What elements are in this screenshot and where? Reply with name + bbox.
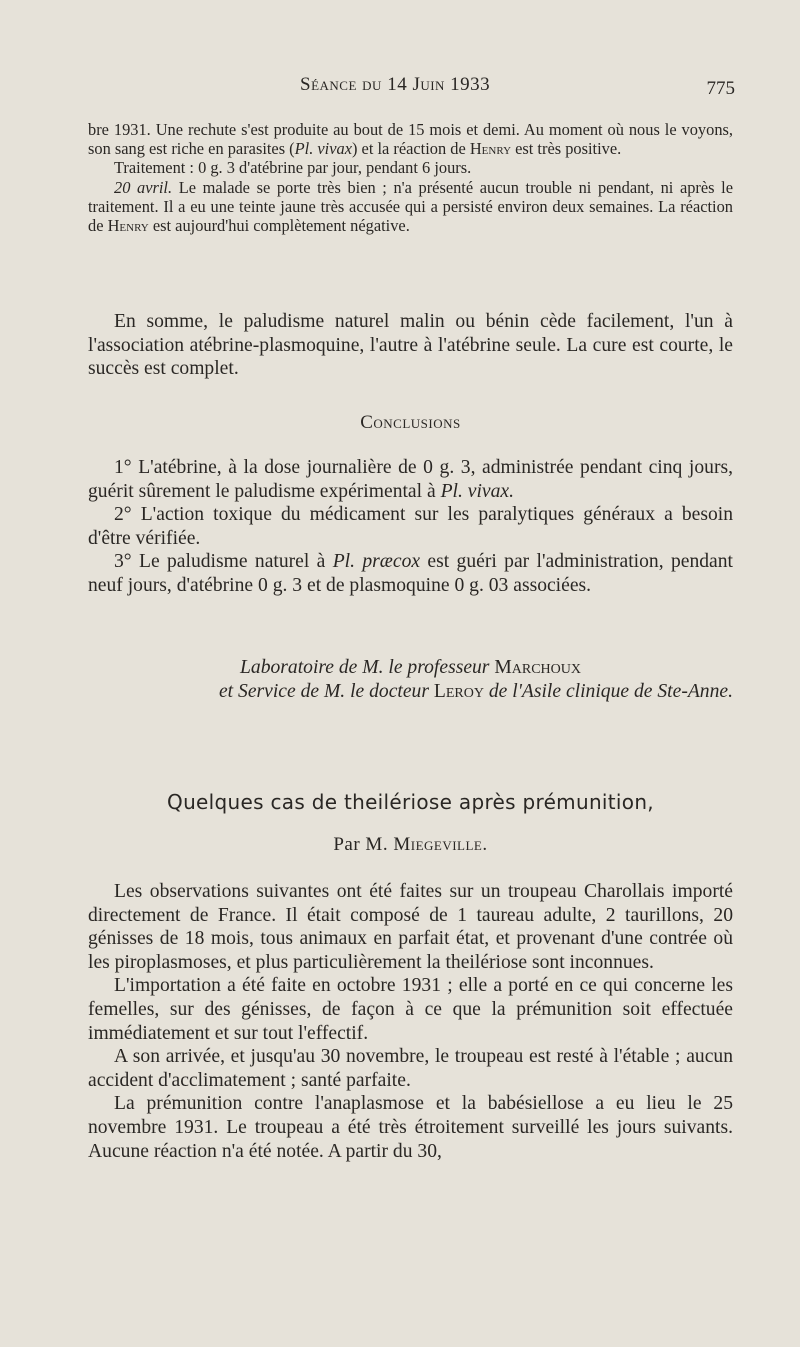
article-author: Par M. Miegeville. xyxy=(333,834,488,855)
article-title: Quelques cas de theilériose après prémunition, xyxy=(167,790,654,814)
case-note-followup: 20 avril. Le malade se porte très bien ; n'a présenté aucun trouble ni pendant, ni après le traitement. Il a eu une teinte jaune très accusée qui a persisté environ deux semaines. La réaction de Henry est aujourd'hui complètement négative. xyxy=(88,177,733,236)
affiliation xyxy=(88,656,733,703)
case-notes xyxy=(88,120,733,235)
page-number: 775 xyxy=(706,78,735,99)
running-header xyxy=(90,74,735,104)
summary-block xyxy=(88,310,733,381)
affiliation-line-1: Laboratoire de M. le professeur Marchoux xyxy=(240,657,581,678)
article-paragraph: La prémunition contre l'anaplasmose et la babésiellose a eu lieu le 25 novembre 1931. Le troupeau a été très étroitement surveillé les jours suivants. Aucune réaction n'a été notée. A partir du 30, xyxy=(88,1093,733,1162)
conclusions-list xyxy=(88,456,733,598)
header-seance: Séance du xyxy=(300,74,382,95)
article-paragraph: A son arrivée, et jusqu'au 30 novembre, le troupeau est resté à l'étable ; aucun accident d'acclimatement ; santé parfaite. xyxy=(88,1046,733,1091)
case-note-treatment: Traitement : 0 g. 3 d'atébrine par jour, pendant 6 jours. xyxy=(114,158,472,178)
article-paragraph: L'importation a été faite en octobre 1931 ; elle a porté en ce qui concerne les femelles, sur des génisses, de façon à ce que la prémunition soit effectuée immédiatement et sur tout l'effectif. xyxy=(88,975,733,1044)
conclusion-item: 1° L'atébrine, à la dose journalière de 0 g. 3, administrée pendant cinq jours, guérit sûrement le paludisme expérimental à Pl. vivax. xyxy=(88,457,733,502)
header-date: 14 Juin 1933 xyxy=(387,74,491,95)
article-paragraph: Les observations suivantes ont été faites sur un troupeau Charollais importé directement de France. Il était composé de 1 taureau adulte, 2 taurillons, 20 génisses de 18 mois, tous animaux en parfait état, et provenant d'une contrée où les piroplasmoses, et plus particulièrement la theilériose sont inconnues. xyxy=(88,881,733,973)
conclusions-heading: Conclusions xyxy=(360,412,461,433)
summary-paragraph: En somme, le paludisme naturel malin ou bénin cède facilement, l'un à l'association atébrine-plasmoquine, l'autre à l'atébrine seule. La cure est courte, le succès est complet. xyxy=(88,311,733,380)
header-title xyxy=(300,74,490,96)
conclusion-item: 2° L'action toxique du médicament sur les paralytiques généraux a besoin d'être vérifiée. xyxy=(88,504,733,549)
affiliation-line-2: et Service de M. le docteur Leroy de l'Asile clinique de Ste-Anne. xyxy=(218,680,733,702)
conclusion-item: 3° Le paludisme naturel à Pl. præcox est guéri par l'administration, pendant neuf jours, d'atébrine 0 g. 3 et de plasmoquine 0 g. 03 associées. xyxy=(88,551,733,596)
article-body xyxy=(88,880,733,1163)
case-note-paragraph: bre 1931. Une rechute s'est produite au bout de 15 mois et demi. Au moment où nous le voyons, son sang est riche en parasites (Pl. vivax) et la réaction de Henry est très positive. xyxy=(88,120,733,159)
